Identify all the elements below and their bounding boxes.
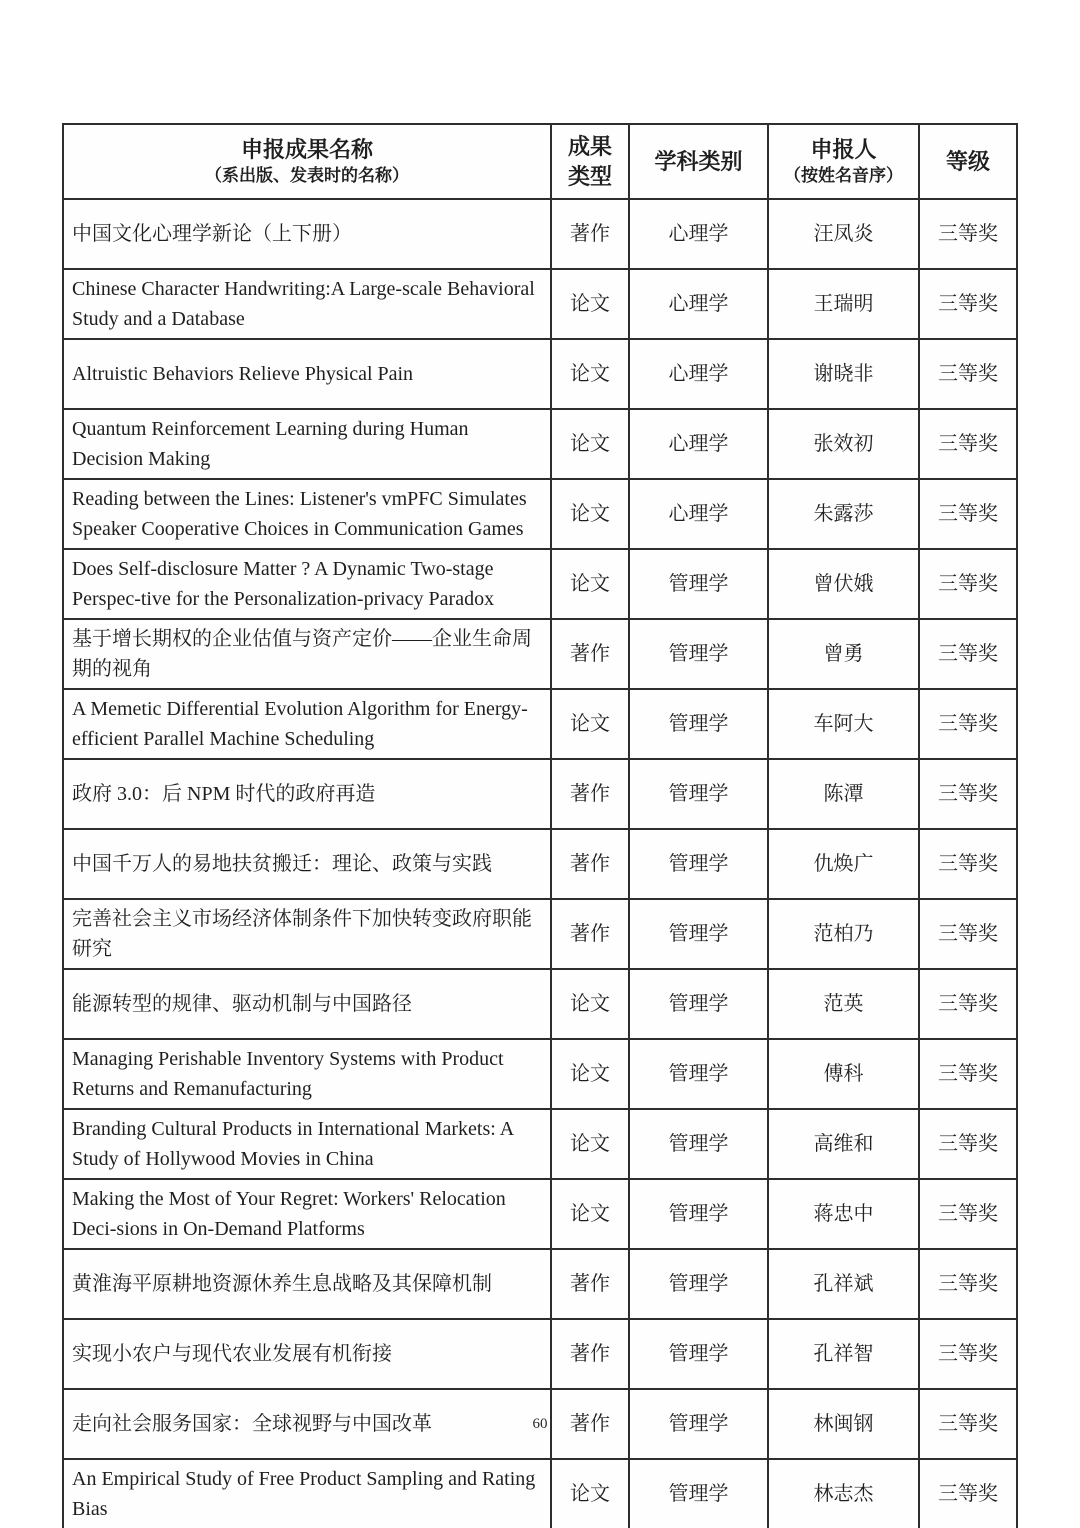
achievement-type-cell: 著作 (551, 619, 629, 689)
applicant-name-cell: 仇焕广 (768, 829, 919, 899)
table-row (63, 409, 1017, 479)
applicant-name-cell: 范英 (768, 969, 919, 1039)
achievement-title-cell: Altruistic Behaviors Relieve Physical Pain (63, 339, 551, 409)
table-row (63, 689, 1017, 759)
table-row (63, 759, 1017, 829)
achievement-title-cell: A Memetic Differential Evolution Algorithm for Energy-efficient Parallel Machine Scheduling (63, 689, 551, 759)
award-grade-cell: 三等奖 (919, 1179, 1017, 1249)
table-body (63, 199, 1017, 1528)
applicant-name-cell: 张效初 (768, 409, 919, 479)
table-row (63, 1319, 1017, 1389)
achievement-title-cell: 黄淮海平原耕地资源休养生息战略及其保障机制 (63, 1249, 551, 1319)
subject-category-cell: 管理学 (629, 899, 768, 969)
award-grade-cell: 三等奖 (919, 479, 1017, 549)
subject-category-cell: 管理学 (629, 1179, 768, 1249)
achievement-title-cell: 基于增长期权的企业估值与资产定价——企业生命周期的视角 (63, 619, 551, 689)
achievement-type-cell: 著作 (551, 759, 629, 829)
achievement-title-cell: 中国文化心理学新论（上下册） (63, 199, 551, 269)
applicant-name-cell: 傅科 (768, 1039, 919, 1109)
achievement-type-cell: 著作 (551, 1389, 629, 1459)
subject-category-cell: 心理学 (629, 269, 768, 339)
table-row (63, 829, 1017, 899)
achievement-title-cell: 走向社会服务国家：全球视野与中国改革 (63, 1389, 551, 1459)
applicant-title: 申报人 (810, 137, 877, 163)
award-grade-cell: 三等奖 (919, 1039, 1017, 1109)
award-grade-cell: 三等奖 (919, 969, 1017, 1039)
subject-category-cell: 心理学 (629, 339, 768, 409)
achievement-type-cell: 著作 (551, 829, 629, 899)
achievement-title-cell: 政府 3.0：后 NPM 时代的政府再造 (63, 759, 551, 829)
col-header-grade (919, 124, 1017, 199)
subject-category-cell: 管理学 (629, 1459, 768, 1528)
table-row (63, 619, 1017, 689)
achievement-type-line1: 成果 (567, 134, 612, 159)
achievement-type-cell: 著作 (551, 199, 629, 269)
achievement-type-cell: 论文 (551, 1179, 629, 1249)
subject-category-cell: 心理学 (629, 409, 768, 479)
award-grade-cell: 三等奖 (919, 829, 1017, 899)
subject-category-label: 学科类别 (654, 148, 743, 174)
applicant-name-cell: 车阿大 (768, 689, 919, 759)
award-grade-cell: 三等奖 (919, 1249, 1017, 1319)
award-grade-cell: 三等奖 (919, 339, 1017, 409)
header-row (63, 124, 1017, 199)
applicant-name-cell: 陈潭 (768, 759, 919, 829)
applicant-name-cell: 高维和 (768, 1109, 919, 1179)
subject-category-cell: 管理学 (629, 549, 768, 619)
award-grade-cell: 三等奖 (919, 269, 1017, 339)
applicant-name-cell: 曾伏娥 (768, 549, 919, 619)
applicant-subtitle: （按姓名音序） (784, 166, 903, 186)
subject-category-cell: 心理学 (629, 479, 768, 549)
achievement-type-cell: 论文 (551, 1459, 629, 1528)
col-header-subject-category (629, 124, 768, 199)
subject-category-cell: 管理学 (629, 1249, 768, 1319)
achievement-title-cell: Quantum Reinforcement Learning during Human Decision Making (63, 409, 551, 479)
achievement-type-cell: 论文 (551, 269, 629, 339)
applicant-name-cell: 林志杰 (768, 1459, 919, 1528)
achievement-title-cell: Does Self-disclosure Matter ? A Dynamic Two-stage Perspec-tive for the Personalization-privacy Paradox (63, 549, 551, 619)
achievement-name-title: 申报成果名称 (240, 137, 373, 163)
award-grade-cell: 三等奖 (919, 1319, 1017, 1389)
applicant-name-cell: 孔祥智 (768, 1319, 919, 1389)
applicant-name-cell: 曾勇 (768, 619, 919, 689)
applicant-name-cell: 王瑞明 (768, 269, 919, 339)
col-header-achievement-name (63, 124, 551, 199)
col-header-applicant (768, 124, 919, 199)
subject-category-cell: 管理学 (629, 829, 768, 899)
award-grade-cell: 三等奖 (919, 899, 1017, 969)
achievement-title-cell: 中国千万人的易地扶贫搬迁：理论、政策与实践 (63, 829, 551, 899)
subject-category-cell: 管理学 (629, 1109, 768, 1179)
table-row (63, 269, 1017, 339)
achievement-title-cell: Branding Cultural Products in International Markets: A Study of Hollywood Movies in China (63, 1109, 551, 1179)
applicant-name-cell: 范柏乃 (768, 899, 919, 969)
achievement-type-cell: 论文 (551, 339, 629, 409)
achievement-title-cell: 实现小农户与现代农业发展有机衔接 (63, 1319, 551, 1389)
award-grade-cell: 三等奖 (919, 549, 1017, 619)
subject-category-cell: 管理学 (629, 689, 768, 759)
page-number: 60 (532, 1416, 548, 1432)
subject-category-cell: 管理学 (629, 1039, 768, 1109)
achievement-type-cell: 论文 (551, 1109, 629, 1179)
applicant-name-cell: 孔祥斌 (768, 1249, 919, 1319)
award-grade-cell: 三等奖 (919, 619, 1017, 689)
award-grade-cell: 三等奖 (919, 409, 1017, 479)
subject-category-cell: 管理学 (629, 1319, 768, 1389)
achievement-type-cell: 论文 (551, 409, 629, 479)
subject-category-cell: 管理学 (629, 1389, 768, 1459)
applicant-name-cell: 谢晓非 (768, 339, 919, 409)
achievement-title-cell: Reading between the Lines: Listener's vmPFC Simulates Speaker Cooperative Choices in Communication Games (63, 479, 551, 549)
achievement-type-cell: 著作 (551, 899, 629, 969)
achievement-type-cell: 著作 (551, 1249, 629, 1319)
achievement-name-subtitle: （系出版、发表时的名称） (205, 166, 409, 186)
applicant-name-cell: 朱露莎 (768, 479, 919, 549)
table-row (63, 1039, 1017, 1109)
achievement-type-cell: 论文 (551, 549, 629, 619)
table-row (63, 1459, 1017, 1528)
applicant-name-cell: 蒋忠中 (768, 1179, 919, 1249)
subject-category-cell: 管理学 (629, 759, 768, 829)
table-row (63, 479, 1017, 549)
achievement-title-cell: An Empirical Study of Free Product Sampling and Rating Bias (63, 1459, 551, 1528)
achievement-title-cell: Chinese Character Handwriting:A Large-scale Behavioral Study and a Database (63, 269, 551, 339)
achievement-title-cell: Managing Perishable Inventory Systems with Product Returns and Remanufacturing (63, 1039, 551, 1109)
award-grade-cell: 三等奖 (919, 1459, 1017, 1528)
awards-table (62, 123, 1018, 1528)
award-grade-cell: 三等奖 (919, 1109, 1017, 1179)
achievement-type-cell: 论文 (551, 1039, 629, 1109)
award-grade-cell: 三等奖 (919, 689, 1017, 759)
table-row (63, 339, 1017, 409)
subject-category-cell: 心理学 (629, 199, 768, 269)
table-row (63, 969, 1017, 1039)
applicant-name-cell: 汪凤炎 (768, 199, 919, 269)
award-grade-cell: 三等奖 (919, 199, 1017, 269)
award-grade-cell: 三等奖 (919, 759, 1017, 829)
achievement-type-cell: 著作 (551, 1319, 629, 1389)
achievement-type-cell: 论文 (551, 689, 629, 759)
table-row (63, 1109, 1017, 1179)
achievement-title-cell: 完善社会主义市场经济体制条件下加快转变政府职能研究 (63, 899, 551, 969)
subject-category-cell: 管理学 (629, 969, 768, 1039)
grade-label: 等级 (945, 148, 990, 174)
achievement-title-cell: 能源转型的规律、驱动机制与中国路径 (63, 969, 551, 1039)
achievement-type-cell: 论文 (551, 479, 629, 549)
table-row (63, 899, 1017, 969)
table-row (63, 1179, 1017, 1249)
award-grade-cell: 三等奖 (919, 1389, 1017, 1459)
col-header-achievement-type (551, 124, 629, 199)
table-row (63, 1249, 1017, 1319)
applicant-name-cell: 林闽钢 (768, 1389, 919, 1459)
achievement-title-cell: Making the Most of Your Regret: Workers' Relocation Deci-sions in On-Demand Platforms (63, 1179, 551, 1249)
table-row (63, 199, 1017, 269)
subject-category-cell: 管理学 (629, 619, 768, 689)
table-row (63, 549, 1017, 619)
achievement-type-cell: 论文 (551, 969, 629, 1039)
achievement-type-line2: 类型 (567, 163, 612, 189)
